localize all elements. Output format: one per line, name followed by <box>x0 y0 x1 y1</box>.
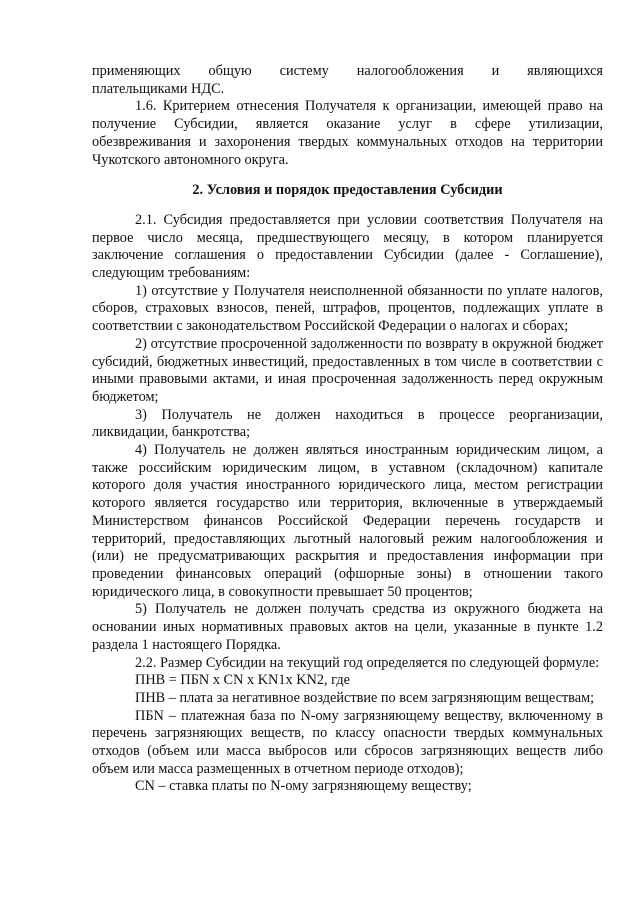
paragraph-continuation-end: плательщиками НДС. <box>92 80 225 97</box>
paragraph-1-6: 1.6. Критерием отнесения Получателя к организации, имеющей право на получение Субсидии, является оказание услуг в сфере утилизации, обезвреживания и захоронения твердых коммунальных отходов на территории Чукотского автономного округа. <box>92 98 603 168</box>
list-item-1: 1) отсутствие у Получателя неисполненной обязанности по уплате налогов, сборов, страховых взносов, пеней, штрафов, процентов, подлежащих уплате в соответствии с законодательством Российской Федерации о налогах и сборах; <box>92 282 603 335</box>
list-item-4: 4) Получатель не должен являться иностранным юридическим лицом, а также российским юридическим лицом, в уставном (складочном) капитале которого доля участия иностранного юридического лица, местом регистрации которого является государство или территория, включенные в утверждаемый Министерством финансов Российской Федерации перечень государств и территорий, предоставляющих льготный налоговый режим налогообложения и (или) не предусматривающих раскрытия и предоставления информации при проведении финансовых операций (офшорные зоны) в отношении такого юридического лица, в совокупности превышает 50 процентов; <box>92 442 603 600</box>
definition-pnv: ПНВ – плата за негативное воздействие по всем загрязняющим веществам; <box>135 689 595 706</box>
paragraph-continuation: применяющих общую систему налогообложения и являющихся <box>92 63 603 79</box>
definition-pbn: ПБN – платежная база по N-ому загрязняющему веществу, включенному в перечень загрязняющих веществ, по классу опасности твердых коммунальных отходов (объем или масса выбросов или сбросов загрязняющих веществ либо объем или масса размещенных в отчетном периоде отходов); <box>92 707 603 777</box>
paragraph-2-1: 2.1. Субсидия предоставляется при условии соответствия Получателя на первое число месяца, предшествующего месяцу, в котором планируется заключение соглашения о предоставлении Субсидии (далее - Соглашение), следующим требованиям: <box>92 211 603 282</box>
list-item-5: 5) Получатель не должен получать средства из окружного бюджета на основании иных нормативных правовых актов на цели, указанные в пункте 1.2 раздела 1 настоящего Порядка. <box>92 601 603 653</box>
section-heading: 2. Условия и порядок предоставления Субсидии <box>192 182 503 199</box>
formula: ПНВ = ПБN х CN х KN1х KN2, где <box>135 672 350 689</box>
paragraph-2-2: 2.2. Размер Субсидии на текущий год определяется по следующей формуле: <box>135 654 600 671</box>
list-item-2: 2) отсутствие просроченной задолженности по возврату в окружной бюджет субсидий, бюджетных инвестиций, предоставленных в том числе в соответствии с иными правовыми актами, и иная просроченная задолженность перед окружным бюджетом; <box>92 335 603 405</box>
list-item-3: 3) Получатель не должен находиться в процессе реорганизации, ликвидации, банкротства; <box>92 406 603 441</box>
definition-cn: CN – ставка платы по N-ому загрязняющему веществу; <box>135 778 472 795</box>
